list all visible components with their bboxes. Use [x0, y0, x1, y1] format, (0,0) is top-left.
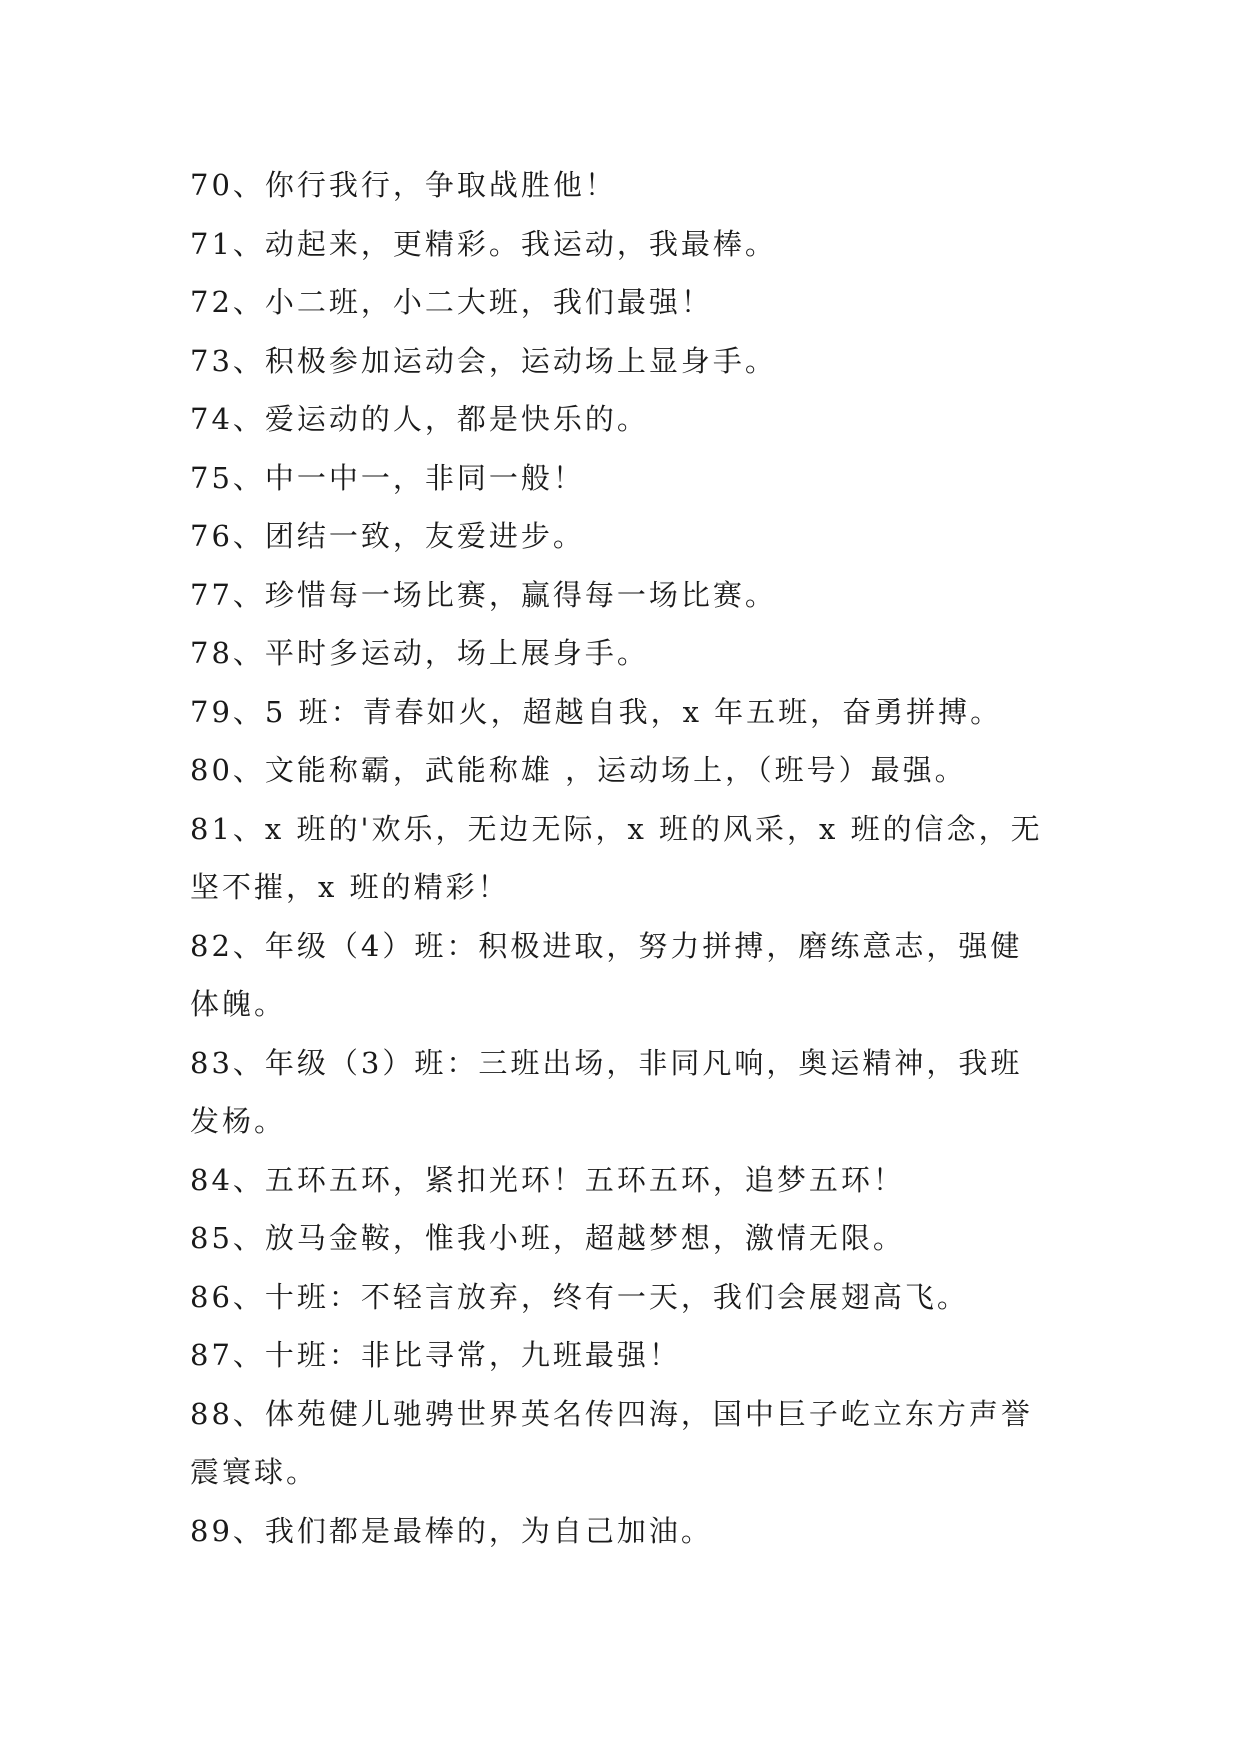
text-line: 71、动起来，更精彩。我运动，我最棒。: [190, 226, 777, 261]
text-line: 87、十班：非比寻常，九班最强！: [190, 1338, 681, 1372]
text-line: 88、体苑健儿驰骋世界英名传四海，国中巨子屹立东方声誉: [190, 1396, 1033, 1431]
document-body: [190, 156, 1060, 1560]
text-line: 震寰球。: [190, 1455, 319, 1489]
text-line: 83、年级（3）班：三班出场，非同凡响，奥运精神，我班: [190, 1045, 1023, 1080]
text-line: 体魄。: [190, 987, 287, 1021]
text-line: 86、十班：不轻言放弃，终有一天，我们会展翅高飞。: [190, 1279, 969, 1314]
text-line: 81、x 班的'欢乐，无边无际，x 班的风采，x 班的信念，无: [190, 811, 1043, 846]
text-line: 73、积极参加运动会，运动场上显身手。: [190, 343, 777, 378]
text-line: 75、中一中一，非同一般！: [190, 460, 585, 495]
text-line: 82、年级（4）班：积极进取，努力拼搏，磨练意志，强健: [190, 928, 1023, 963]
text-line: 72、小二班，小二大班，我们最强！: [190, 285, 713, 319]
text-line: 76、团结一致，友爱进步。: [190, 519, 585, 553]
text-line: 78、平时多运动，场上展身手。: [190, 636, 649, 670]
text-line: 77、珍惜每一场比赛，赢得每一场比赛。: [190, 577, 777, 612]
text-line: 84、五环五环，紧扣光环！五环五环，追梦五环！: [190, 1162, 905, 1197]
text-line: 80、文能称霸，武能称雄 ，运动场上，（班号）最强。: [190, 753, 967, 787]
text-line: 坚不摧，x 班的精彩！: [190, 870, 510, 904]
text-line: 70、你行我行，争取战胜他！: [190, 168, 617, 202]
text-line: 85、放马金鞍，惟我小班，超越梦想，激情无限。: [190, 1221, 905, 1255]
text-line: 89、我们都是最棒的，为自己加油。: [190, 1513, 713, 1548]
text-line: 发杨。: [190, 1104, 287, 1138]
text-line: 79、5 班：青春如火，超越自我，x 年五班，奋勇拼搏。: [190, 694, 1003, 729]
text-line: 74、爱运动的人，都是快乐的。: [190, 402, 649, 436]
